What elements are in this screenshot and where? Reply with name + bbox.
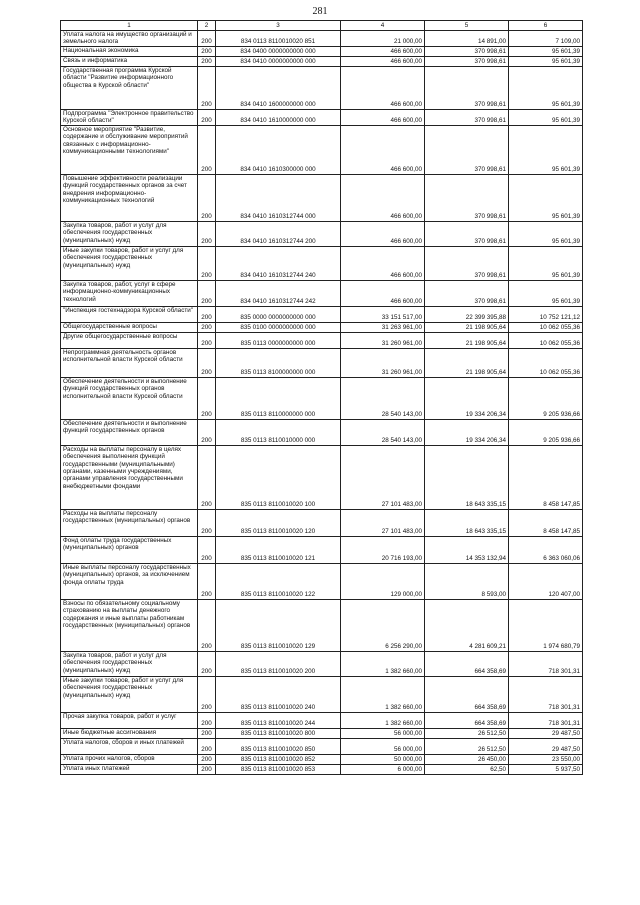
table-row [61,174,583,221]
row-name-cell: Обеспечение деятельности и выполнение функций государственных органов [61,419,198,445]
row-name-cell: Расходы на выплаты персоналу государственных (муниципальных) органов [61,509,198,536]
budget-classification-cell: 834 0410 1610312744 000 [216,174,341,221]
row-name-cell: Фонд оплаты труда государственных (муниципальных) органов [61,536,198,563]
executed-amount-cell: 370 998,61 [425,46,509,56]
row-name-cell: Государственная программа Курской области "Развитие информационного общества в Курской области" [61,66,198,109]
table-row [61,536,583,563]
budget-classification-cell: 835 0100 0000000000 000 [216,322,341,332]
line-code-cell: 200 [198,712,216,728]
table-row [61,764,583,774]
row-name-cell: Иные бюджетные ассигнования [61,728,198,738]
row-name-cell: Прочая закупка товаров, работ и услуг [61,712,198,728]
table-row [61,322,583,332]
budget-classification-cell: 834 0400 0000000000 000 [216,46,341,56]
column-header: 2 [198,21,216,31]
line-code-cell: 200 [198,754,216,764]
executed-amount-cell: 370 998,61 [425,221,509,246]
approved-amount-cell: 27 101 483,00 [341,445,425,509]
remaining-amount-cell: 95 601,39 [509,56,583,66]
executed-amount-cell: 21 198 905,64 [425,332,509,348]
remaining-amount-cell: 718 301,31 [509,676,583,712]
executed-amount-cell: 4 281 609,21 [425,599,509,651]
row-name-cell: Уплата прочих налогов, сборов [61,754,198,764]
table-row [61,280,583,306]
remaining-amount-cell: 95 601,39 [509,280,583,306]
approved-amount-cell: 28 540 143,00 [341,419,425,445]
column-header: 1 [61,21,198,31]
remaining-amount-cell: 95 601,39 [509,221,583,246]
row-name-cell: Повышение эффективности реализации функций государственных органов за счет внедрения информационно-коммуникационных технологий [61,174,198,221]
row-name-cell: Расходы на выплаты персоналу в целях обеспечения выполнения функций государственными (муниципальными) органами, казенными учреждениями, органами управления государственными внебюджетными фондами [61,445,198,509]
remaining-amount-cell: 1 974 680,79 [509,599,583,651]
budget-classification-cell: 834 0410 1610312744 240 [216,246,341,280]
header-row [61,21,583,31]
budget-classification-cell: 835 0113 8110010020 200 [216,651,341,676]
approved-amount-cell: 31 260 961,00 [341,332,425,348]
row-name-cell: Иные закупки товаров, работ и услуг для обеспечения государственных (муниципальных) нужд [61,246,198,280]
row-name-cell: Закупка товаров, работ, услуг в сфере информационно-коммуникационных технологий [61,280,198,306]
approved-amount-cell: 50 000,00 [341,754,425,764]
table-row [61,66,583,109]
approved-amount-cell: 466 600,00 [341,109,425,125]
row-name-cell: Иные выплаты персоналу государственных (муниципальных) органов, за исключением фонда оплаты труда [61,563,198,599]
table-row [61,599,583,651]
row-name-cell: Связь и информатика [61,56,198,66]
line-code-cell: 200 [198,246,216,280]
executed-amount-cell: 19 334 206,34 [425,419,509,445]
remaining-amount-cell: 10 062 055,36 [509,322,583,332]
budget-classification-cell: 834 0113 8110010020 851 [216,31,341,47]
table-row [61,728,583,738]
executed-amount-cell: 21 198 905,64 [425,348,509,377]
line-code-cell: 200 [198,738,216,754]
remaining-amount-cell: 29 487,50 [509,728,583,738]
column-header: 3 [216,21,341,31]
approved-amount-cell: 466 600,00 [341,221,425,246]
remaining-amount-cell: 95 601,39 [509,174,583,221]
remaining-amount-cell: 7 109,00 [509,31,583,47]
executed-amount-cell: 18 643 335,15 [425,509,509,536]
row-name-cell: Непрограммная деятельность органов исполнительной власти Курской области [61,348,198,377]
budget-classification-cell: 835 0000 0000000000 000 [216,306,341,322]
row-name-cell: "Инспекция гостехнадзора Курской области" [61,306,198,322]
table-row [61,676,583,712]
remaining-amount-cell: 8 458 147,85 [509,509,583,536]
approved-amount-cell: 466 600,00 [341,280,425,306]
executed-amount-cell: 22 399 395,88 [425,306,509,322]
table-row [61,754,583,764]
budget-classification-cell: 835 0113 8110000000 000 [216,377,341,419]
executed-amount-cell: 370 998,61 [425,56,509,66]
executed-amount-cell: 19 334 206,34 [425,377,509,419]
remaining-amount-cell: 10 062 055,36 [509,348,583,377]
remaining-amount-cell: 5 937,50 [509,764,583,774]
budget-classification-cell: 835 0113 8110010000 000 [216,419,341,445]
budget-classification-cell: 834 0410 0000000000 000 [216,56,341,66]
approved-amount-cell: 31 263 961,00 [341,322,425,332]
column-header: 5 [425,21,509,31]
budget-classification-cell: 835 0113 8110010020 129 [216,599,341,651]
line-code-cell: 200 [198,764,216,774]
table-row [61,377,583,419]
executed-amount-cell: 14 891,00 [425,31,509,47]
remaining-amount-cell: 95 601,39 [509,125,583,174]
budget-classification-cell: 835 0113 8110010020 853 [216,764,341,774]
approved-amount-cell: 466 600,00 [341,125,425,174]
approved-amount-cell: 28 540 143,00 [341,377,425,419]
executed-amount-cell: 664 358,69 [425,712,509,728]
budget-classification-cell: 835 0113 8110010020 121 [216,536,341,563]
approved-amount-cell: 56 000,00 [341,728,425,738]
remaining-amount-cell: 23 550,00 [509,754,583,764]
line-code-cell: 200 [198,445,216,509]
remaining-amount-cell: 8 458 147,85 [509,445,583,509]
line-code-cell: 200 [198,221,216,246]
approved-amount-cell: 466 600,00 [341,56,425,66]
remaining-amount-cell: 6 363 060,06 [509,536,583,563]
line-code-cell: 200 [198,599,216,651]
remaining-amount-cell: 95 601,39 [509,66,583,109]
budget-classification-cell: 834 0410 1610312744 200 [216,221,341,246]
budget-classification-cell: 835 0113 8110010020 120 [216,509,341,536]
budget-classification-cell: 835 0113 8110010020 800 [216,728,341,738]
remaining-amount-cell: 718 301,31 [509,712,583,728]
executed-amount-cell: 370 998,61 [425,174,509,221]
executed-amount-cell: 62,50 [425,764,509,774]
line-code-cell: 200 [198,348,216,377]
approved-amount-cell: 1 382 660,00 [341,651,425,676]
budget-table [60,20,583,775]
table-row [61,712,583,728]
line-code-cell: 200 [198,377,216,419]
row-name-cell: Другие общегосударственные вопросы [61,332,198,348]
executed-amount-cell: 26 512,50 [425,728,509,738]
line-code-cell: 200 [198,536,216,563]
table-row [61,56,583,66]
budget-classification-cell: 835 0113 8110010020 100 [216,445,341,509]
table-row [61,31,583,47]
executed-amount-cell: 664 358,69 [425,676,509,712]
approved-amount-cell: 1 382 660,00 [341,676,425,712]
approved-amount-cell: 27 101 483,00 [341,509,425,536]
row-name-cell: Обеспечение деятельности и выполнение функций государственных органов исполнительной власти Курской области [61,377,198,419]
executed-amount-cell: 21 198 905,64 [425,322,509,332]
approved-amount-cell: 6 256 290,00 [341,599,425,651]
executed-amount-cell: 8 593,00 [425,563,509,599]
budget-classification-cell: 835 0113 8110010020 850 [216,738,341,754]
column-header: 4 [341,21,425,31]
table-row [61,221,583,246]
row-name-cell: Основное мероприятие "Развитие, содержание и обслуживание мероприятий связанных с информационно-коммуникационными технологиями" [61,125,198,174]
remaining-amount-cell: 95 601,39 [509,109,583,125]
table-row [61,738,583,754]
budget-classification-cell: 835 0113 8110010020 852 [216,754,341,764]
executed-amount-cell: 664 358,69 [425,651,509,676]
approved-amount-cell: 466 600,00 [341,246,425,280]
line-code-cell: 200 [198,174,216,221]
line-code-cell: 200 [198,322,216,332]
row-name-cell: Национальная экономика [61,46,198,56]
approved-amount-cell: 6 000,00 [341,764,425,774]
line-code-cell: 200 [198,651,216,676]
remaining-amount-cell: 120 407,00 [509,563,583,599]
table-row [61,563,583,599]
line-code-cell: 200 [198,332,216,348]
executed-amount-cell: 26 512,50 [425,738,509,754]
executed-amount-cell: 26 450,00 [425,754,509,764]
budget-classification-cell: 834 0410 1610000000 000 [216,109,341,125]
table-row [61,348,583,377]
table-row [61,125,583,174]
approved-amount-cell: 33 151 517,00 [341,306,425,322]
executed-amount-cell: 14 353 132,94 [425,536,509,563]
approved-amount-cell: 31 260 961,00 [341,348,425,377]
line-code-cell: 200 [198,509,216,536]
table-row [61,419,583,445]
table-row [61,246,583,280]
table-row [61,109,583,125]
approved-amount-cell: 20 716 193,00 [341,536,425,563]
line-code-cell: 200 [198,109,216,125]
approved-amount-cell: 21 000,00 [341,31,425,47]
table-row [61,651,583,676]
page-number: 281 [312,6,328,17]
table-row [61,306,583,322]
line-code-cell: 200 [198,306,216,322]
budget-classification-cell: 834 0410 1610300000 000 [216,125,341,174]
approved-amount-cell: 1 382 660,00 [341,712,425,728]
budget-classification-cell: 835 0113 8100000000 000 [216,348,341,377]
budget-classification-cell: 835 0113 0000000000 000 [216,332,341,348]
remaining-amount-cell: 9 205 936,66 [509,377,583,419]
executed-amount-cell: 370 998,61 [425,280,509,306]
executed-amount-cell: 370 998,61 [425,66,509,109]
remaining-amount-cell: 10 062 055,36 [509,332,583,348]
row-name-cell: Иные закупки товаров, работ и услуг для обеспечения государственных (муниципальных) нужд [61,676,198,712]
remaining-amount-cell: 10 752 121,12 [509,306,583,322]
remaining-amount-cell: 95 601,39 [509,246,583,280]
table-row [61,445,583,509]
approved-amount-cell: 129 000,00 [341,563,425,599]
line-code-cell: 200 [198,66,216,109]
approved-amount-cell: 466 600,00 [341,174,425,221]
budget-classification-cell: 834 0410 1600000000 000 [216,66,341,109]
executed-amount-cell: 370 998,61 [425,109,509,125]
line-code-cell: 200 [198,728,216,738]
remaining-amount-cell: 29 487,50 [509,738,583,754]
table-row [61,509,583,536]
line-code-cell: 200 [198,31,216,47]
budget-classification-cell: 835 0113 8110010020 244 [216,712,341,728]
row-name-cell: Подпрограмма "Электронное правительство Курской области" [61,109,198,125]
row-name-cell: Общегосударственные вопросы [61,322,198,332]
approved-amount-cell: 56 000,00 [341,738,425,754]
budget-classification-cell: 835 0113 8110010020 122 [216,563,341,599]
executed-amount-cell: 370 998,61 [425,246,509,280]
row-name-cell: Закупка товаров, работ и услуг для обеспечения государственных (муниципальных) нужд [61,651,198,676]
approved-amount-cell: 466 600,00 [341,66,425,109]
approved-amount-cell: 466 600,00 [341,46,425,56]
remaining-amount-cell: 95 601,39 [509,46,583,56]
line-code-cell: 200 [198,280,216,306]
budget-classification-cell: 834 0410 1610312744 242 [216,280,341,306]
remaining-amount-cell: 9 205 936,66 [509,419,583,445]
column-header: 6 [509,21,583,31]
line-code-cell: 200 [198,419,216,445]
row-name-cell: Уплата налога на имущество организаций и земельного налога [61,31,198,47]
line-code-cell: 200 [198,125,216,174]
line-code-cell: 200 [198,676,216,712]
remaining-amount-cell: 718 301,31 [509,651,583,676]
table-row [61,46,583,56]
row-name-cell: Закупка товаров, работ и услуг для обеспечения государственных (муниципальных) нужд [61,221,198,246]
executed-amount-cell: 18 643 335,15 [425,445,509,509]
row-name-cell: Уплата налогов, сборов и иных платежей [61,738,198,754]
table-row [61,332,583,348]
line-code-cell: 200 [198,56,216,66]
budget-classification-cell: 835 0113 8110010020 240 [216,676,341,712]
row-name-cell: Уплата иных платежей [61,764,198,774]
line-code-cell: 200 [198,46,216,56]
executed-amount-cell: 370 998,61 [425,125,509,174]
row-name-cell: Взносы по обязательному социальному страхованию на выплаты денежного содержания и иные выплаты работникам государственных (муниципальных) органов [61,599,198,651]
line-code-cell: 200 [198,563,216,599]
